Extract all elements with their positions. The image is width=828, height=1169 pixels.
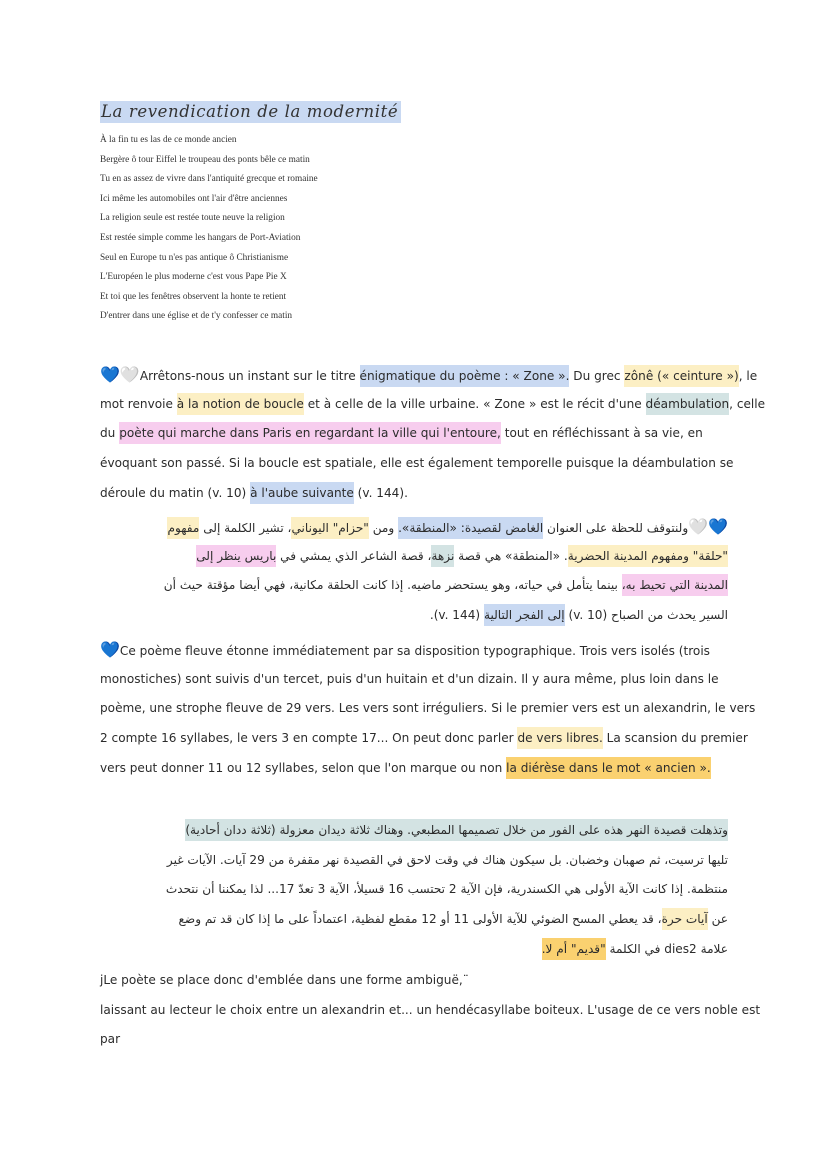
text-line <box>100 512 728 542</box>
highlight-orange: la diérèse dans le mot « ancien ». <box>506 757 711 779</box>
text-line <box>100 390 766 420</box>
text-line <box>100 635 728 665</box>
text-run: ، تشير الكلمة إلى <box>199 521 292 535</box>
text-run: Du grec <box>569 369 625 383</box>
text-run: , le <box>738 369 758 383</box>
text-line <box>100 360 758 390</box>
white-heart-icon: 🤍 <box>688 517 709 536</box>
poem-line: L'Européen le plus moderne c'est vous Pape Pie X <box>100 272 287 283</box>
text-run: ومن <box>368 521 399 535</box>
paragraph-fr-1 <box>100 360 766 508</box>
text-run: (v. 144). <box>353 485 408 500</box>
text-run: بينما يتأمل في حياته، وهو يستحضر ماضيه. إذا كانت الحلقة مكانية، فهي أيضا مؤقتة حيث أن <box>163 578 622 593</box>
text-line <box>100 479 728 509</box>
text-line <box>100 905 728 935</box>
white-heart-icon: 🤍 <box>119 365 140 384</box>
text-run: . «المنطقة» هي قصة <box>454 548 568 563</box>
highlight-yellow: آيات حرة <box>662 908 708 930</box>
text-line: monostiches) sont suivis d'un tercet, puis d'un huitain et d'un dizain. Il y aura même, plus loin dans le <box>100 671 719 686</box>
highlight-blue: إلى الفجر التالية <box>484 604 565 626</box>
text-line: منتظمة. إذا كانت الآية الأولى هي الكسندرية، فإن الآية 2 تحتسب 16 قسيلأ، الآية 3 تعدّ 17... لذا يمكننا أن نتحدث <box>165 882 728 897</box>
text-run: السير يحدث من الصباح (v. 10) <box>564 608 728 623</box>
paragraph-ar-2 <box>100 816 728 964</box>
highlight-yellow: مفهوم <box>167 517 199 539</box>
highlight-teal: نزهة <box>431 545 454 567</box>
highlight-orange: "قديم" أم لا. <box>542 938 606 960</box>
text-run: عن <box>707 912 728 927</box>
highlight-yellow: à la notion de boucle <box>177 393 304 415</box>
highlight-yellow: de vers libres. <box>517 727 602 749</box>
poem-line: La religion seule est restée toute neuve la religion <box>100 213 285 224</box>
poem-line: Tu en as assez de vivre dans l'antiquité grecque et romaine <box>100 174 318 185</box>
text-run: tout en réfléchissant à sa vie, en <box>500 426 703 441</box>
paragraph-fr-2 <box>100 635 756 783</box>
poem-line: Ici même les automobiles ont l'air d'être anciennes <box>100 193 288 204</box>
text-line <box>100 754 728 784</box>
text-line <box>100 571 728 601</box>
text-line: laissant au lecteur le choix entre un alexandrin et... un hendécasyllabe boiteux. L'usage de ce vers noble est <box>100 1002 761 1017</box>
text-run: déroule du matin (v. 10) <box>100 485 251 500</box>
text-line: par <box>100 1032 121 1047</box>
blue-heart-icon: 💙 <box>100 640 120 659</box>
text-line <box>100 816 728 846</box>
text-run: vers peut donner 11 ou 12 syllabes, selon que l'on marque ou non <box>100 760 507 775</box>
poem-line: Seul en Europe tu n'es pas antique ô Christianisme <box>100 252 289 263</box>
text-line: تليها ترسيت، ثم صهبان وخضبان. بل سيكون هناك في وقت لاحق في القصيدة نهر مقفرة من 29 آيات. الآيات غير <box>166 852 728 867</box>
text-run: du <box>100 426 120 441</box>
highlight-blue: à l'aube suivante <box>250 482 354 504</box>
paragraph-ar-1 <box>100 512 728 631</box>
text-line: évoquant son passé. Si la boucle est spatiale, elle est également temporelle puisque la déambulation se <box>100 456 734 471</box>
text-line: jLe poète se place donc d'emblée dans une forme ambiguë,¨ <box>100 973 469 987</box>
text-run: ولنتوقف للحظة على العنوان <box>543 521 689 535</box>
highlight-blue: الغامض لقصيدة: «المنطقة». <box>398 517 543 539</box>
text-run: ، قد يعطي المسح الضوئي للآية الأولى 11 أو 12 مقطع لفظية، اعتماداً على ما إذا كان قد تم وضع <box>178 912 662 927</box>
text-run: 2 compte 16 syllabes, le vers 3 en compte 17... On peut donc parler <box>100 731 518 746</box>
highlight-pink: المدينة التي تحيط به، <box>622 574 728 596</box>
poem-line: Et toi que les fenêtres observent la honte te retient <box>100 291 287 302</box>
text-run: Arrêtons-nous un instant sur le titre <box>139 369 360 383</box>
highlight-blue: énigmatique du poème : « Zone ». <box>360 365 570 387</box>
poem-line: Bergère ô tour Eiffel le troupeau des ponts bêle ce matin <box>100 154 310 165</box>
text-run: (v. 144). <box>429 608 484 623</box>
highlight-pink: باريس ينظر إلى <box>196 545 276 567</box>
blue-heart-icon: 💙 <box>100 365 120 384</box>
text-line <box>100 419 728 449</box>
text-run: علامة dies2 في الكلمة <box>605 941 728 956</box>
highlight-yellow: "حلقة" ومفهوم المدينة الحضرية <box>568 545 728 567</box>
text-run: et à celle de la ville urbaine. « Zone » est le récit d'une <box>303 396 646 411</box>
text-run: , celle <box>729 396 766 411</box>
text-line <box>100 724 748 754</box>
text-run: ، قصة الشاعر الذي يمشي في <box>276 548 432 563</box>
text-line: poème, une strophe fleuve de 29 vers. Les vers sont irréguliers. Si le premier vers est un alexandrin, le vers <box>100 701 756 716</box>
text-line <box>100 935 728 965</box>
text-line <box>100 542 728 572</box>
text-line <box>100 601 728 631</box>
poem-excerpt <box>100 134 318 330</box>
section-title: La revendication de la modernité <box>100 101 401 123</box>
text-run: La scansion du premier <box>602 731 748 746</box>
highlight-yellow: zônê (« ceinture ») <box>624 365 738 387</box>
paragraph-fr-3 <box>100 966 761 1055</box>
poem-line: D'entrer dans une église et de t'y confesser ce matin <box>100 311 293 322</box>
highlight-teal: déambulation <box>646 393 730 415</box>
text-run: mot renvoie <box>100 396 177 411</box>
highlight-teal: وتذهلت قصيدة النهر هذه على الفور من خلال تصميمها المطبعي. وهناك ثلاثة ديدان معزولة (ثلاثة ددان أحادية) <box>185 819 728 841</box>
highlight-yellow: "حزام" اليوناني <box>291 517 368 539</box>
blue-heart-icon: 💙 <box>708 517 728 536</box>
poem-line: Est restée simple comme les hangars de Port-Aviation <box>100 232 301 243</box>
text-run: Ce poème fleuve étonne immédiatement par sa disposition typographique. Trois vers isolés (trois <box>119 644 710 658</box>
poem-line: À la fin tu es las de ce monde ancien <box>100 135 237 145</box>
highlight-pink: poète qui marche dans Paris en regardant la ville qui l'entoure, <box>119 422 501 444</box>
